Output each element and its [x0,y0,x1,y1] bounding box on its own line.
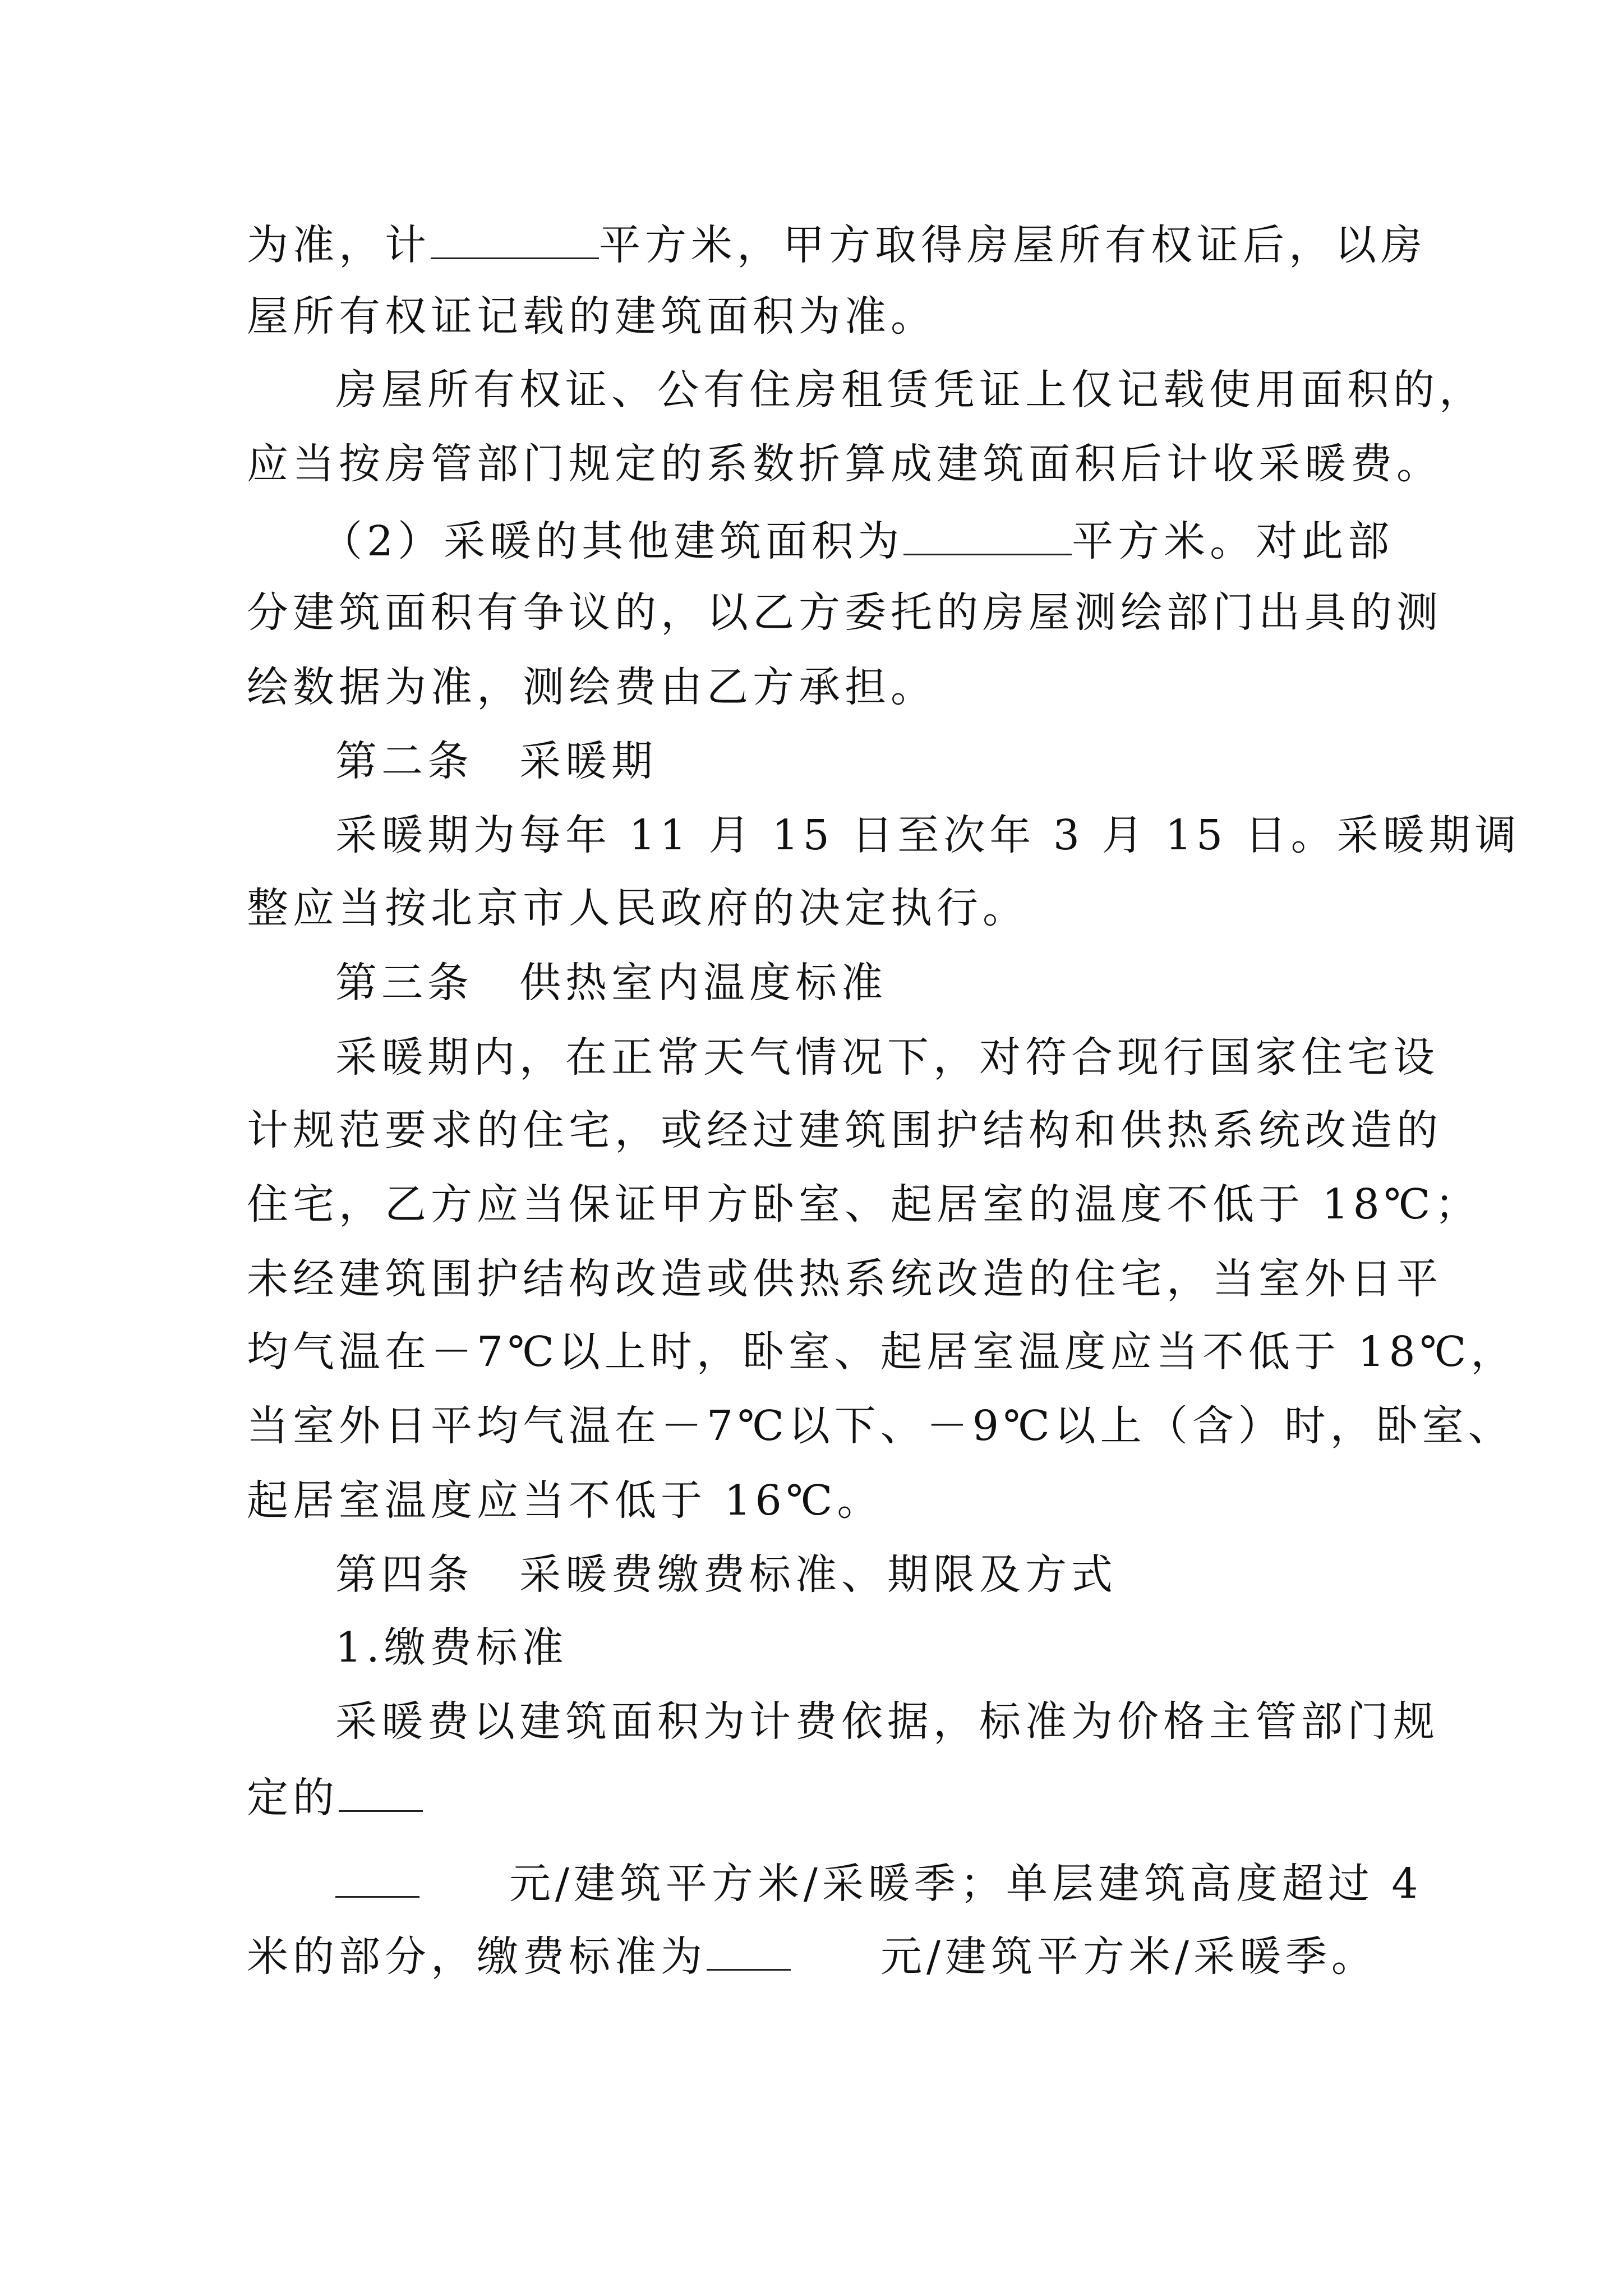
paragraph-line: 起居室温度应当不低于 16℃。 [247,1476,883,1525]
text-segment: 定的 [247,1774,339,1822]
paragraph-line: 计规范要求的住宅，或经过建筑围护结构和供热系统改造的 [247,1106,1442,1154]
paragraph-line: 整应当按北京市人民政府的决定执行。 [247,884,1029,932]
fill-in-blank[interactable] [903,519,1072,555]
text-segment: 米的部分，缴费标准为 [247,1932,707,1981]
paragraph-line [247,1774,423,1822]
text-segment: 元/建筑平方米/采暖季。 [880,1932,1377,1981]
paragraph-line: 应当按房管部门规定的系数折算成建筑面积后计收采暖费。 [247,440,1442,488]
paragraph-line [247,221,1427,269]
paragraph-line: 采暖期内，在正常天气情况下，对符合现行国家住宅设 [335,1033,1439,1082]
fill-in-blank[interactable] [335,1861,419,1898]
article-heading: 第三条 供热室内温度标准 [335,959,887,1007]
paragraph-line: 屋所有权证记载的建筑面积为准。 [247,292,937,341]
text-segment: 元/建筑平方米/采暖季；单层建筑高度超过 4 [509,1860,1423,1908]
fill-in-blank[interactable] [339,1775,423,1812]
text-segment: （2）采暖的其他建筑面积为 [321,517,904,565]
text-segment: 平方米。对此部 [1072,517,1394,565]
sub-heading: 1.缴费标准 [335,1623,568,1672]
paragraph-line [335,1860,1423,1908]
fill-in-blank[interactable] [707,1934,791,1971]
paragraph-line: 未经建筑围护结构改造或供热系统改造的住宅，当室外日平 [247,1255,1442,1303]
paragraph-line: 均气温在－7℃以上时，卧室、起居室温度应当不低于 18℃， [247,1328,1517,1376]
paragraph-line: 房屋所有权证、公有住房租赁凭证上仅记载使用面积的， [335,366,1485,414]
paragraph-line: 当室外日平均气温在－7℃以下、－9℃以上（含）时，卧室、 [247,1402,1514,1450]
paragraph-line: 住宅，乙方应当保证甲方卧室、起居室的温度不低于 18℃； [247,1180,1481,1228]
article-heading: 第四条 采暖费缴费标准、期限及方式 [335,1550,1117,1599]
article-heading: 第二条 采暖期 [335,737,657,785]
paragraph-line: 采暖费以建筑面积为计费依据，标准为价格主管部门规 [335,1697,1439,1746]
text-segment: 为准，计 [247,221,431,269]
text-segment: 平方米，甲方取得房屋所有权证后，以房 [599,221,1427,269]
paragraph-line [247,1932,1377,1981]
paragraph-line: 采暖期为每年 11 月 15 日至次年 3 月 15 日。采暖期调 [335,811,1521,859]
paragraph-line: 绘数据为准，测绘费由乙方承担。 [247,663,937,711]
paragraph-line: 分建筑面积有争议的，以乙方委托的房屋测绘部门出具的测 [247,588,1442,637]
paragraph-line [321,517,1394,565]
fill-in-blank[interactable] [431,223,599,259]
